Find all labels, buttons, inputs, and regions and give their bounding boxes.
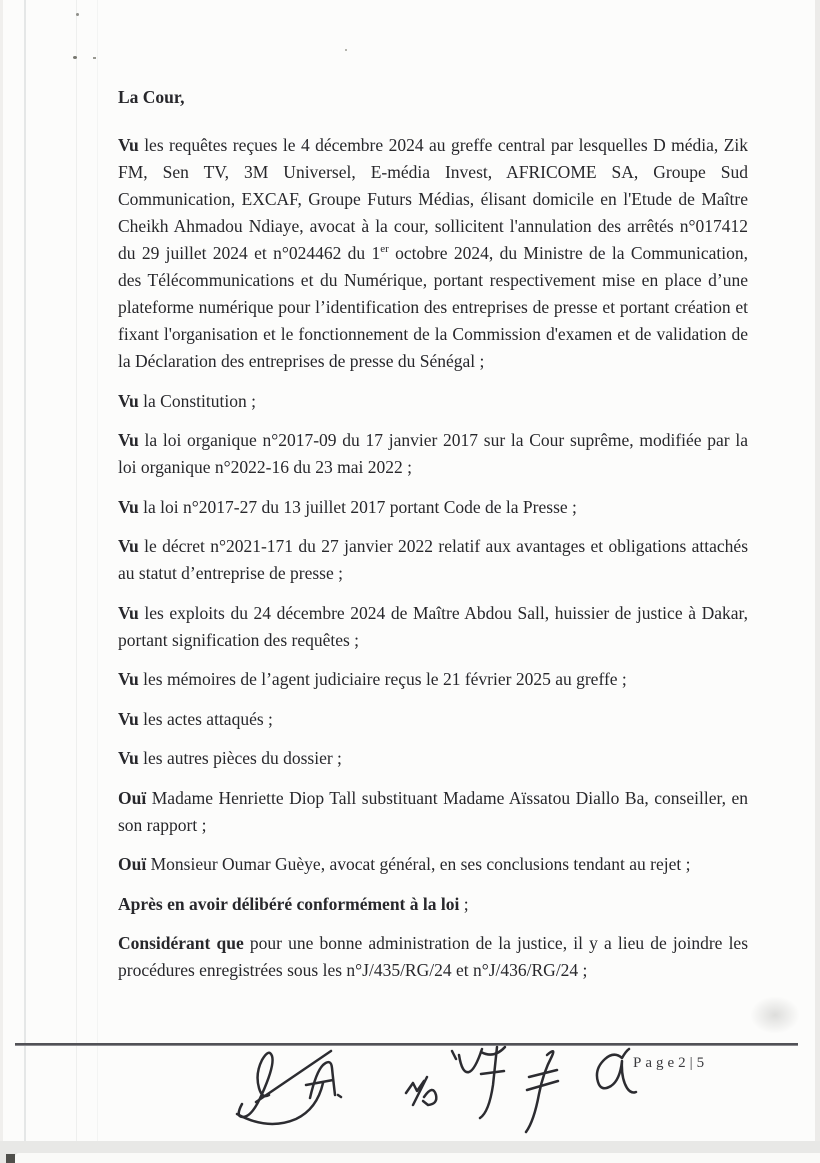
paragraph-vu-constitution	[118, 388, 748, 415]
paragraph-text: le décret n°2021-171 du 27 janvier 2022 relatif aux avantages et obligations attachés au statut d’entreprise de presse ;	[118, 536, 748, 583]
paragraph-lead: Vu	[118, 390, 139, 411]
paragraph-text: les mémoires de l’agent judiciaire reçus le 21 février 2025 au greffe ;	[138, 669, 627, 689]
scan-speck	[76, 13, 79, 16]
paragraph-lead: Vu	[118, 602, 139, 623]
paragraph-lead: Après en avoir délibéré conformément à la loi	[118, 893, 460, 914]
paragraph-lead: Vu	[118, 536, 139, 556]
paragraph-vu-requetes	[118, 132, 748, 375]
scan-edge-left	[0, 0, 3, 1141]
paragraph-vu-exploits	[118, 600, 748, 654]
paragraph-text: la loi organique n°2017-09 du 17 janvier 2017 sur la Cour suprême, modifiée par la loi organique n°2022-16 du 23 mai 2022 ;	[118, 430, 748, 477]
paragraph-lead: Ouï	[118, 854, 147, 874]
paragraph-vu-loi-organique	[118, 427, 748, 481]
paragraph-considerant-jonction	[118, 930, 748, 984]
signature-paraphe-4	[526, 1051, 558, 1132]
paragraph-vu-decret	[118, 533, 748, 587]
scan-streak	[97, 0, 98, 1141]
paragraph-oui-rapporteur	[118, 785, 748, 839]
paragraph-apres-deliberation	[118, 891, 748, 918]
paragraph-lead: Ouï	[118, 787, 147, 808]
scan-streak	[24, 0, 26, 1141]
paragraph-lead: Vu	[118, 748, 139, 768]
next-page-corner-mark	[6, 1154, 15, 1163]
paragraph-lead: Vu	[118, 496, 139, 517]
paragraph-text: Madame Henriette Diop Tall substituant Madame Aïssatou Diallo Ba, conseiller, en son rapport ;	[118, 787, 748, 835]
paragraph-text: la Constitution ;	[138, 390, 256, 411]
paragraph-oui-avocat-general	[118, 851, 748, 878]
page-number-label: Page2|5	[633, 1055, 709, 1071]
salutation: La Cour,	[118, 87, 185, 107]
paragraph-vu-actes	[118, 706, 748, 733]
scan-streak	[76, 0, 77, 1141]
signature-paraphe-2	[406, 1077, 436, 1105]
superscript-ordinal: er	[380, 243, 389, 256]
paragraph-text: Monsieur Oumar Guèye, avocat général, en ses conclusions tendant au rejet ;	[146, 854, 691, 874]
next-page-edge	[15, 1153, 820, 1163]
paragraph-text: ;	[459, 893, 469, 914]
paragraph-text: la loi n°2017-27 du 13 juillet 2017 portant Code de la Presse ;	[138, 496, 577, 517]
paragraph-lead: Considérant que	[118, 933, 244, 953]
paragraph-text: les actes attaqués ;	[138, 708, 273, 729]
paragraph-vu-pieces	[118, 745, 748, 772]
scan-edge-right	[815, 0, 820, 1141]
scan-speck	[345, 49, 347, 51]
paragraph-lead: Vu	[118, 135, 139, 155]
paragraph-text: octobre 2024, du Ministre de la Communication, des Télécommunications et du Numérique, portant respectivement mise en place d’une plateforme numérique pour l’identification des entreprises de presse et portant création et fixant l'organisation et le fonctionnement de la Commission d'examen et de validation de la Déclaration des entreprises de presse du Sénégal ;	[118, 243, 748, 371]
signature-paraphe-5	[597, 1049, 636, 1093]
paragraph-lead: Vu	[118, 430, 139, 450]
paragraph-text: pour une bonne administration de la justice, il y a lieu de joindre les procédures enregistrées sous les n°J/435/RG/24 et n°J/436/RG/24 ;	[118, 933, 749, 980]
paragraph-lead: Vu	[118, 669, 139, 689]
paragraph-text: les autres pièces du dossier ;	[138, 748, 342, 768]
paragraph-vu-memoires	[118, 666, 748, 693]
paragraph-text: les requêtes reçues le 4 décembre 2024 au greffe central par lesquelles D média, Zik FM, Sen TV, 3M Universel, E-média Invest, AFRICOME SA, Groupe Sud Communication, EXCAF, Groupe Futurs Médias, élisant domicile en l'Etude de Maître Cheikh Ahmadou Ndiaye, avocat à la cour, sollicitent l'annulation des arrêtés n°017412 du 29 juillet 2024 et n°024462 du 1	[118, 135, 748, 263]
document-body	[118, 84, 748, 997]
signature-paraphe-1	[237, 1051, 341, 1124]
paragraph-lead: Vu	[118, 708, 139, 729]
paragraph-text: les exploits du 24 décembre 2024 de Maître Abdou Sall, huissier de justice à Dakar, portant signification des requêtes ;	[118, 602, 748, 650]
paragraph-vu-loi-presse	[118, 494, 748, 521]
signature-paraphe-3	[452, 1047, 505, 1118]
scan-speck	[93, 57, 96, 59]
scan-smudge	[750, 996, 800, 1034]
handwritten-signatures	[230, 1044, 650, 1141]
scan-speck	[73, 56, 77, 59]
